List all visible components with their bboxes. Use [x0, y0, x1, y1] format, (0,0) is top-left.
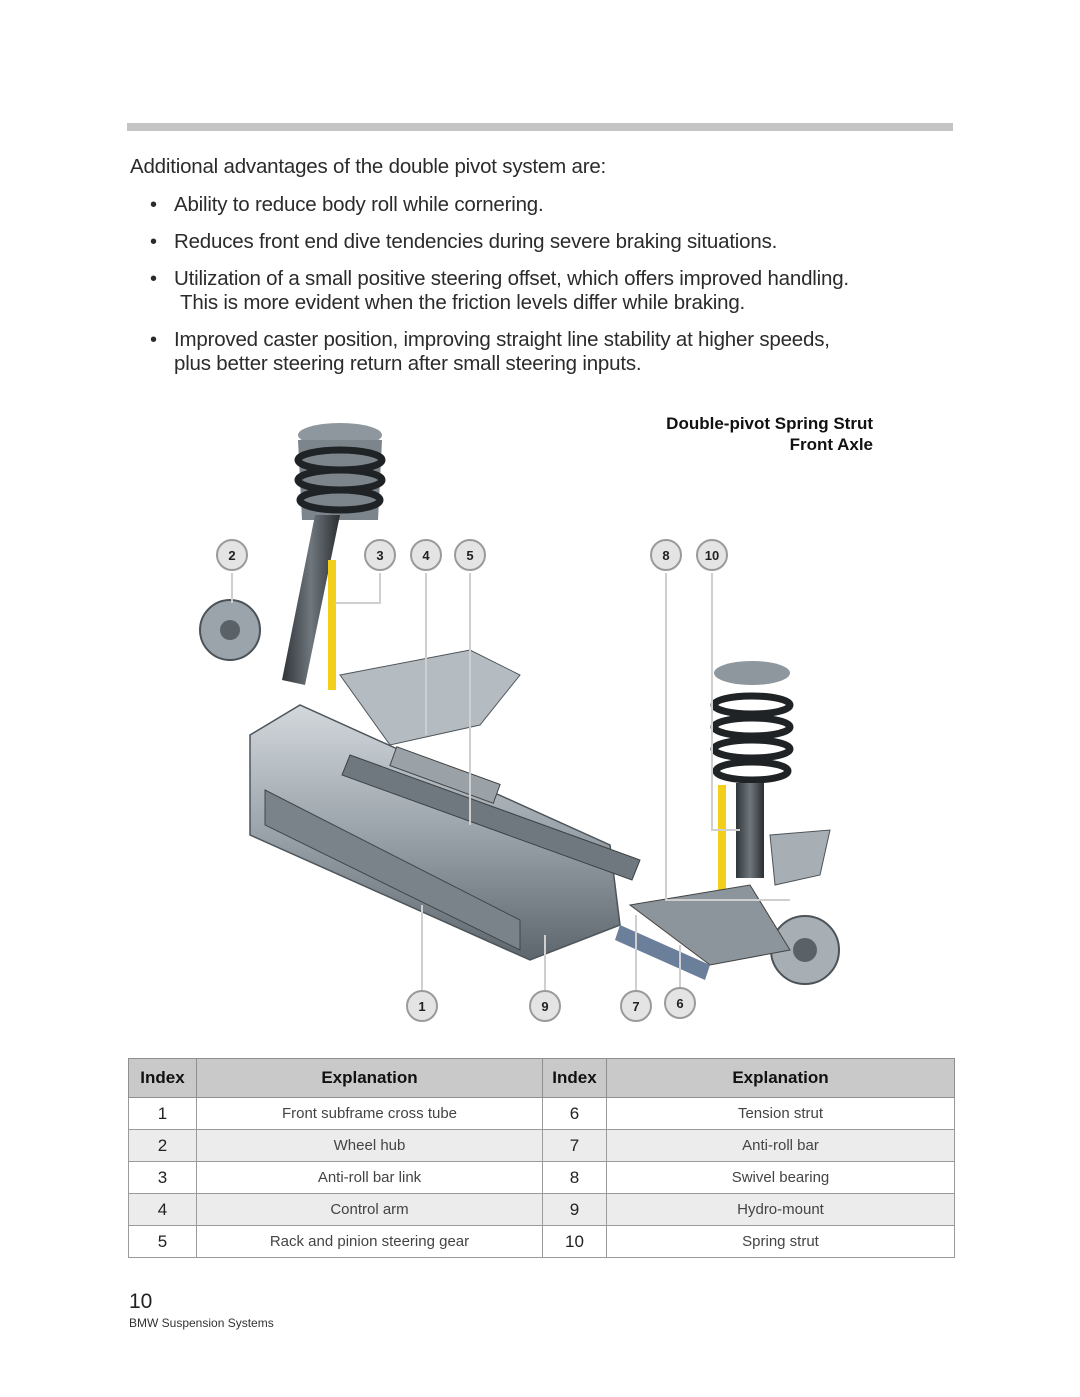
top-rule — [127, 123, 953, 131]
svg-text:10: 10 — [704, 548, 720, 563]
callout-10 — [697, 540, 727, 570]
list-item: • Improved caster position, improving straight line stability at higher speeds, plus better steering return after small steering inputs. — [150, 328, 910, 376]
svg-text:7: 7 — [632, 999, 640, 1014]
index-table — [128, 1058, 955, 1258]
callout-1 — [407, 991, 437, 1021]
callout-4 — [411, 540, 441, 570]
callout-3 — [365, 540, 395, 570]
table-row: 1 Front subframe cross tube 6 Tension strut — [129, 1098, 955, 1130]
callout-5 — [455, 540, 485, 570]
callout-8 — [651, 540, 681, 570]
table-row: 5 Rack and pinion steering gear 10 Spring strut — [129, 1226, 955, 1258]
list-item: • Reduces front end dive tendencies during severe braking situations. — [150, 230, 910, 254]
advantages-list — [150, 193, 910, 389]
column-header: Index — [543, 1059, 607, 1098]
callout-7 — [621, 991, 651, 1021]
svg-text:4: 4 — [422, 548, 430, 563]
right-strut-shape — [615, 661, 839, 984]
table-row: 3 Anti-roll bar link 8 Swivel bearing — [129, 1162, 955, 1194]
page-number: 10 — [129, 1290, 153, 1313]
table-header-row — [129, 1059, 955, 1098]
svg-text:2: 2 — [228, 548, 236, 563]
column-header: Explanation — [197, 1059, 543, 1098]
table-row: 2 Wheel hub 7 Anti-roll bar — [129, 1130, 955, 1162]
column-header: Index — [129, 1059, 197, 1098]
svg-text:3: 3 — [376, 548, 384, 563]
list-item: • Utilization of a small positive steering offset, which offers improved handling. This is more evident when the friction levels differ while braking. — [150, 267, 910, 315]
footer-title: BMW Suspension Systems — [129, 1316, 274, 1330]
front-axle-illustration — [190, 405, 880, 1030]
callout-6 — [665, 988, 695, 1018]
svg-text:1: 1 — [418, 999, 426, 1014]
table-row: 4 Control arm 9 Hydro-mount — [129, 1194, 955, 1226]
svg-text:9: 9 — [541, 999, 549, 1014]
svg-text:8: 8 — [662, 548, 670, 563]
intro-text: Additional advantages of the double pivot system are: — [130, 155, 607, 178]
callout-2 — [217, 540, 247, 570]
list-item: • Ability to reduce body roll while cornering. — [150, 193, 910, 217]
callout-9 — [530, 991, 560, 1021]
svg-text:6: 6 — [676, 996, 684, 1011]
figure-title: Double-pivot Spring Strut Front Axle — [666, 414, 873, 454]
svg-text:5: 5 — [466, 548, 474, 563]
column-header: Explanation — [607, 1059, 955, 1098]
